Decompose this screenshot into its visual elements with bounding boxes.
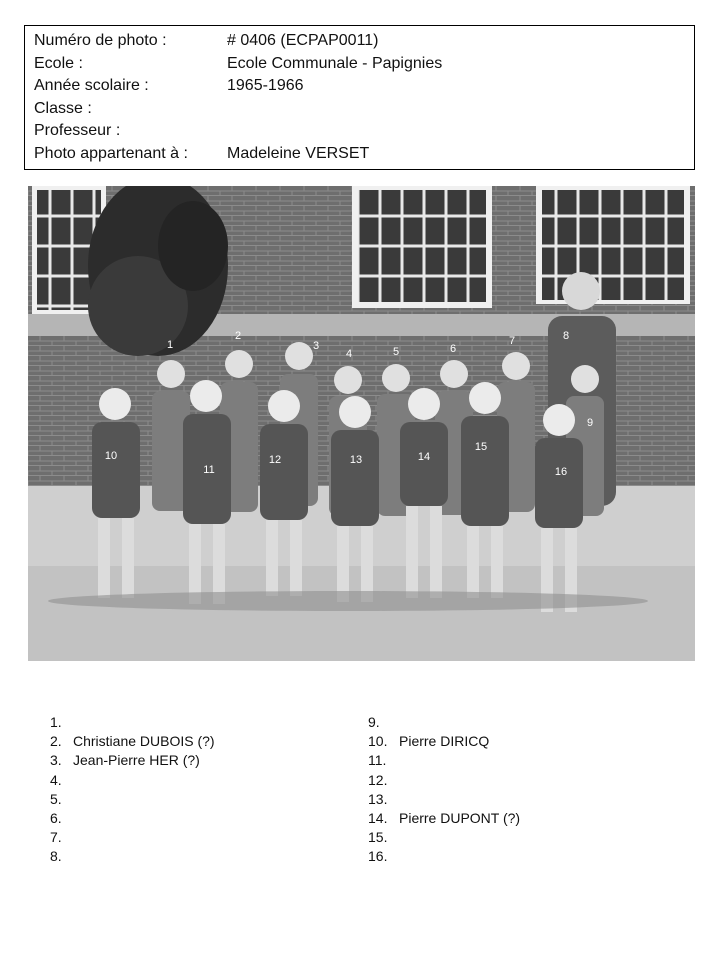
list-item-number: 4. — [50, 771, 62, 788]
photo-number-label: 6 — [449, 343, 457, 355]
photo-number-label: 2 — [234, 330, 242, 342]
list-item-number: 9. — [368, 714, 380, 730]
info-value: Ecole Communale - Papignies — [227, 54, 443, 72]
list-item-number: 14. — [368, 809, 388, 826]
photo-number-label: 16 — [554, 466, 568, 478]
photo-number-label: 3 — [312, 340, 320, 352]
photo-number-label: 15 — [474, 441, 488, 453]
list-item-name: Pierre DIRICQ — [399, 733, 490, 750]
class-photo — [28, 186, 695, 661]
photo-number-label: 4 — [345, 348, 353, 360]
info-label: Numéro de photo : — [34, 32, 167, 49]
photo-number-label: 12 — [268, 454, 282, 466]
list-item-number: 8. — [50, 848, 62, 865]
list-item-number: 5. — [50, 790, 62, 807]
photo-number-label: 13 — [349, 454, 363, 466]
list-item-number: 2. — [50, 733, 62, 750]
photo-number-label: 8 — [562, 330, 570, 342]
photo-number-label: 11 — [203, 464, 215, 476]
info-label: Classe : — [34, 99, 92, 117]
photo-number-label: 7 — [508, 335, 516, 347]
info-value: # 0406 (ECPAP0011) — [227, 32, 379, 49]
info-label: Professeur : — [34, 122, 121, 139]
list-item-name: Pierre DUPONT (?) — [399, 809, 521, 826]
list-item-number: 13. — [368, 790, 388, 807]
list-item-name: Jean-Pierre HER (?) — [73, 752, 200, 769]
photo-number-label: 5 — [392, 346, 400, 358]
photo-number-label: 1 — [166, 339, 174, 351]
list-item-number: 3. — [50, 752, 62, 769]
photo-number-label: 10 — [104, 450, 118, 462]
list-item-number: 10. — [368, 733, 388, 750]
photo-info-box — [24, 25, 695, 170]
info-label: Année scolaire : — [34, 77, 149, 94]
list-item-number: 1. — [50, 714, 62, 730]
list-item-number: 7. — [50, 829, 62, 846]
list-item-number: 6. — [50, 809, 62, 826]
list-item-name: Christiane DUBOIS (?) — [73, 733, 215, 750]
info-label: Ecole : — [34, 54, 83, 72]
list-item-number: 16. — [368, 848, 388, 865]
list-item-number: 12. — [368, 771, 388, 788]
list-item-number: 11. — [368, 752, 387, 769]
list-item-number: 15. — [368, 829, 388, 846]
photo-number-label: 14 — [417, 451, 431, 463]
info-label: Photo appartenant à : — [34, 144, 188, 162]
info-value: Madeleine VERSET — [227, 144, 370, 162]
photo-number-label: 9 — [586, 417, 594, 429]
info-value: 1965-1966 — [227, 77, 304, 94]
